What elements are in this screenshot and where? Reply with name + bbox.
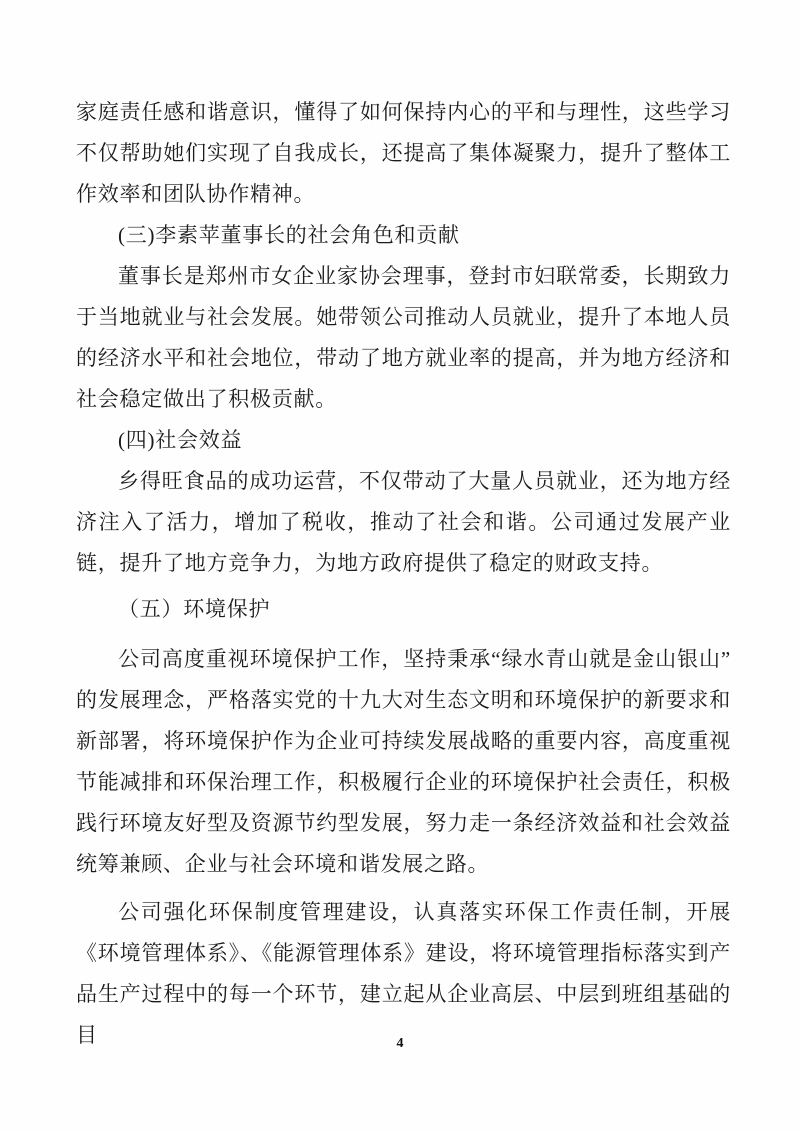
para-section-5a: 公司高度重视环境保护工作，坚持秉承“绿水青山就是金山银山”的发展理念，严格落实党的十九大对生态文明和环境保护的新要求和新部署，将环境保护作为企业可持续发展战略的重要内容，高度重视节能减排和环保治理工作，积极履行企业的环境保护社会责任，积极践行环境友好型及资源节约型发展，努力走一条经济效益和社会效益统筹兼顾、企业与社会环境和谐发展之路。 [76, 647, 731, 876]
heading-section-3: (三)李素苹董事长的社会角色和贡献 [118, 223, 460, 247]
page-number: 4 [396, 1036, 404, 1051]
para-section-3: 董事长是郑州市女企业家协会理事，登封市妇联常委，长期致力于当地就业与社会发展。她带领公司推动人员就业，提升了本地人员的经济水平和社会地位，带动了地方就业率的提高，并为地方经济和社会稳定做出了积极贡献。 [76, 264, 731, 411]
para-carryover: 家庭责任感和谐意识，懂得了如何保持内心的平和与理性，这些学习不仅帮助她们实现了自我成长，还提高了集体凝聚力，提升了整体工作效率和团队协作精神。 [76, 100, 731, 206]
heading-section-4: (四)社会效益 [118, 428, 243, 452]
heading-section-5: （五）环境保护 [118, 597, 271, 621]
document-body [76, 92, 731, 1056]
para-section-4: 乡得旺食品的成功运营，不仅带动了大量人员就业，还为地方经济注入了活力，增加了税收，推动了社会和谐。公司通过发展产业链，提升了地方竞争力，为地方政府提供了稳定的财政支持。 [76, 469, 731, 575]
para-section-5b: 公司强化环保制度管理建设，认真落实环保工作责任制，开展《环境管理体系》、《能源管理体系》建设，将环境管理指标落实到产品生产过程中的每一个环节，建立起从企业高层、中层到班组基础的目 [76, 900, 731, 1047]
